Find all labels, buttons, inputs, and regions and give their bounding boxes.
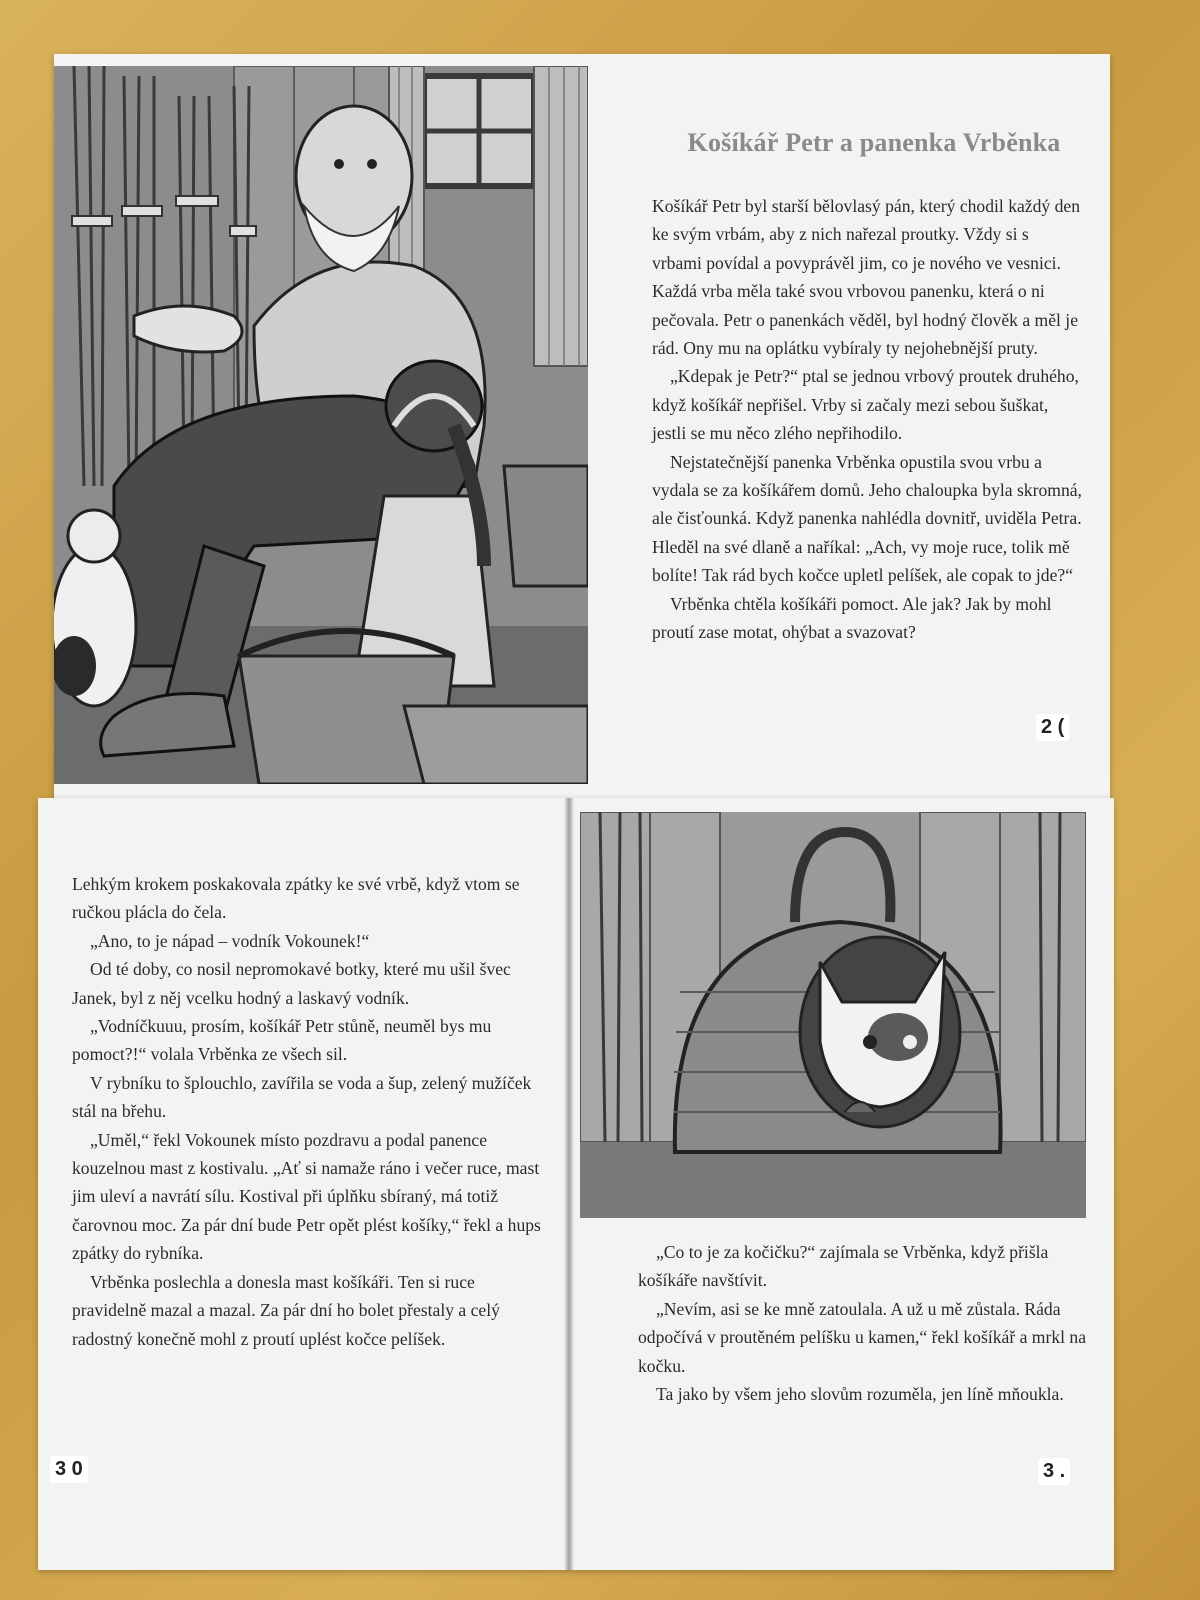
story-title: Košíkář Petr a panenka Vrběnka — [687, 128, 1061, 157]
paragraph: „Ano, to je nápad – vodník Vokounek!“ — [90, 930, 370, 951]
top-page-sheet — [54, 54, 1110, 798]
paragraph: „Co to je za kočičku?“ zajímala se Vrběnka, když přišla košíkáře navštívit. — [638, 1242, 1049, 1291]
paragraph: V rybníku to šplouchlo, zavířila se voda a šup, zelený mužíček stál na břehu. — [72, 1072, 532, 1122]
illustration-basket-maker-svg — [54, 66, 588, 784]
paragraph: Košíkář Petr byl starší bělovlasý pán, který chodil každý den ke svým vrbám, aby z nich nařezal proutky. Vždy si s vrbami povídal a povyprávěl jim, co je nového ve vesnici. Každá vrba měla také svou vrbovou panenku, která o ni pečovala. Petr o panenkách věděl, byl hodný člověk a měl je rád. Ony mu na oplátku vybíraly ty nejohebnější pruty. — [652, 196, 1081, 359]
top-page-text — [652, 192, 1082, 647]
paragraph: Nejstatečnější panenka Vrběnka opustila svou vrbu a vydala se za košíkářem domů. Jeho chaloupka byla skromná, ale čisťounká. Když panenka nahlédla dovnitř, uviděla Petra. Hleděl na své dlaně a naříkal: „Ach, vy moje ruce, tolik mě bolíte! Tak rád bych kočce upletl pelíšek, ale copak to jde?“ — [652, 451, 1082, 586]
page-number: 2 ( — [1036, 714, 1069, 741]
paragraph: „Vodníčkuuu, prosím, košíkář Petr stůně, neuměl bys mu pomoct?!“ volala Vrběnka ze všech sil. — [72, 1016, 492, 1065]
paragraph: „Nevím, asi se ke mně zatoulala. A už u mě zůstala. Ráda odpočívá v proutěném pelíšku u kamen,“ řekl košíkář a mrkl na kočku. — [638, 1298, 1087, 1376]
page-number: 3 0 — [50, 1456, 88, 1483]
illustration-basket-maker-with-doll — [54, 66, 588, 784]
page-number: 3 . — [1038, 1458, 1070, 1485]
left-page-text — [72, 870, 542, 1353]
paragraph: Vrběnka chtěla košíkáři pomoct. Ale jak? Jak by mohl proutí zase motat, ohýbat a svazovat? — [652, 593, 1052, 643]
bottom-page-spread — [38, 798, 1114, 1570]
illustration-cat-in-basket — [580, 812, 1086, 1218]
illustration-cat-basket-svg — [580, 812, 1086, 1218]
paragraph: Vrběnka poslechla a donesla mast košíkáři. Ten si ruce pravidelně mazal a mazal. Za pár dní ho bolet přestaly a celý radostný konečně mohl z proutí uplést kočce pelíšek. — [72, 1271, 500, 1349]
book-fold-shadow — [564, 798, 574, 1570]
paragraph: Lehkým krokem poskakovala zpátky ke své vrbě, když vtom se ručkou plácla do čela. — [72, 874, 520, 923]
paragraph: „Uměl,“ řekl Vokounek místo pozdravu a podal panence kouzelnou mast z kostivalu. „Ať si namaže ráno i večer ruce, mast jim uleví a navrátí sílu. Kostival při úplňku sbíraný, má totiž čarovnou moc. Za pár dní bude Petr opět plést košíky,“ řekl a hups zpátky do rybníka. — [72, 1129, 541, 1264]
paragraph: „Kdepak je Petr?“ ptal se jednou vrbový proutek druhého, když košíkář nepřišel. Vrby si začaly mezi sebou šuškat, jestli se mu něco zlého nepřihodilo. — [652, 366, 1079, 444]
paragraph: Od té doby, co nosil nepromokavé botky, které mu ušil švec Janek, byl z něj vcelku hodný a laskavý vodník. — [72, 959, 511, 1008]
paragraph: Ta jako by všem jeho slovům rozuměla, jen líně mňoukla. — [656, 1384, 1064, 1405]
right-page-text — [638, 1238, 1088, 1408]
